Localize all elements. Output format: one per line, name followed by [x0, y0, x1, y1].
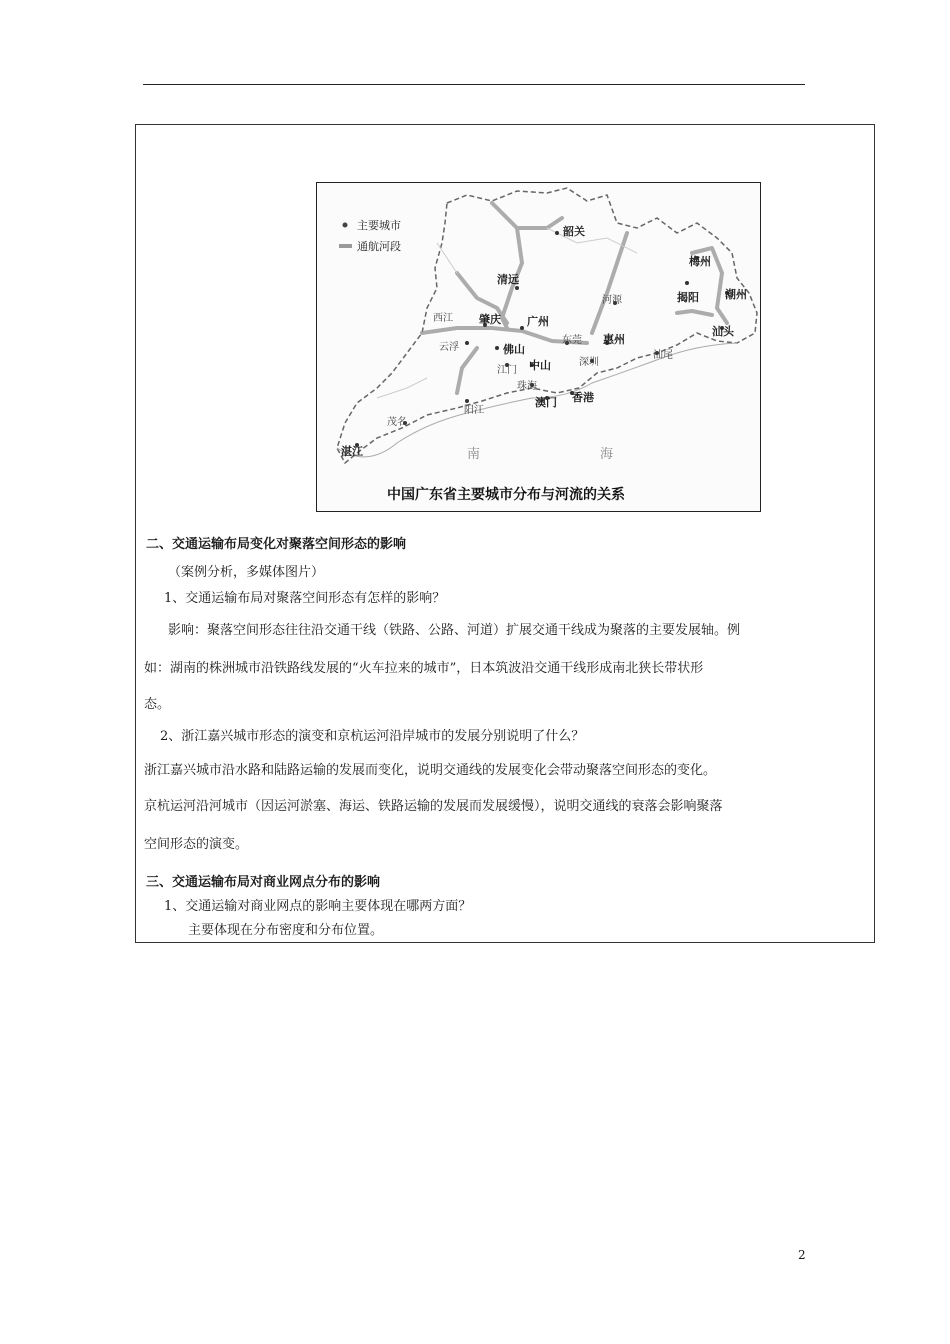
city-guangzhou: 广州: [527, 315, 549, 328]
guangdong-map: [316, 182, 761, 512]
city-yunfu: 云浮: [439, 342, 459, 353]
section2-answer-2-line1: 浙江嘉兴城市沿水路和陆路运输的发展而变化，说明交通线的发展变化会带动聚落空间形态的变化。: [144, 763, 717, 778]
section2-answer-1-line3: 态。: [144, 697, 171, 712]
city-jiangmen: 江门: [497, 365, 517, 376]
section2-answer-2-line3: 空间形态的演变。: [144, 837, 249, 852]
river-label: 西江: [433, 313, 453, 324]
city-yangjiang: 阳江: [464, 405, 484, 416]
section3-answer-1: 主要体现在分布密度和分布位置。: [188, 923, 384, 938]
city-heyuan: 河源: [602, 295, 622, 306]
section2-note: （案例分析，多媒体图片）: [168, 565, 325, 580]
city-chaozhou: 潮州: [725, 288, 747, 301]
city-dongguan: 东莞: [562, 335, 582, 346]
city-hongkong: 香港: [572, 391, 594, 404]
section3-question-1: 1、交通运输对商业网点的影响主要体现在哪两方面？: [164, 899, 472, 914]
section2-answer-2-line2: 京杭运河沿河城市（因运河淤塞、海运、铁路运输的发展而发展缓慢），说明交通线的衰落会影响聚落: [144, 799, 723, 814]
city-jieyang: 揭阳: [677, 291, 699, 304]
city-maoming: 茂名: [387, 417, 407, 428]
city-zhanjiang: 湛江: [341, 445, 363, 458]
legend-city-marker: [343, 223, 348, 228]
city-shantou: 汕头: [712, 325, 734, 338]
legend-city-label: 主要城市: [357, 219, 401, 232]
section2-answer-1-line1: 影响：聚落空间形态往往沿交通干线（铁路、公路、河道）扩展交通干线成为聚落的主要发展轴。例: [168, 623, 741, 638]
map-caption: 中国广东省主要城市分布与河流的关系: [387, 487, 625, 503]
section2-answer-1-line2: 如：湖南的株洲城市沿铁路线发展的“火车拉来的城市”，日本筑波沿交通干线形成南北狭长带状形: [144, 661, 704, 676]
city-shenzhen: 深圳: [579, 357, 599, 368]
city-meizhou: 梅州: [689, 255, 711, 268]
section3-heading: 三、交通运输布局对商业网点分布的影响: [146, 875, 381, 890]
city-zhuhai: 珠海: [517, 381, 537, 392]
city-huizhou: 惠州: [603, 333, 625, 346]
city-shanwei: 汕尾: [653, 350, 673, 361]
city-qingyuan: 清远: [497, 273, 519, 286]
city-zhongshan: 中山: [529, 359, 551, 372]
section2-question-2: 2、浙江嘉兴城市形态的演变和京杭运河沿岸城市的发展分别说明了什么？: [160, 729, 585, 744]
city-zhaoqing: 肇庆: [479, 313, 501, 326]
header-rule: [143, 84, 805, 85]
city-macau: 澳门: [535, 396, 557, 409]
city-shaoguan: 韶关: [563, 225, 585, 238]
page-number: 2: [798, 1248, 806, 1262]
section2-heading: 二、交通运输布局变化对聚落空间形态的影响: [146, 537, 407, 552]
sea-label: 南海: [467, 447, 734, 462]
legend-river-label: 通航河段: [357, 240, 401, 253]
city-foshan: 佛山: [503, 343, 525, 356]
section2-question-1: 1、交通运输布局对聚落空间形态有怎样的影响？: [164, 591, 446, 606]
map-drawing: [317, 183, 761, 512]
content-frame: [135, 124, 875, 943]
